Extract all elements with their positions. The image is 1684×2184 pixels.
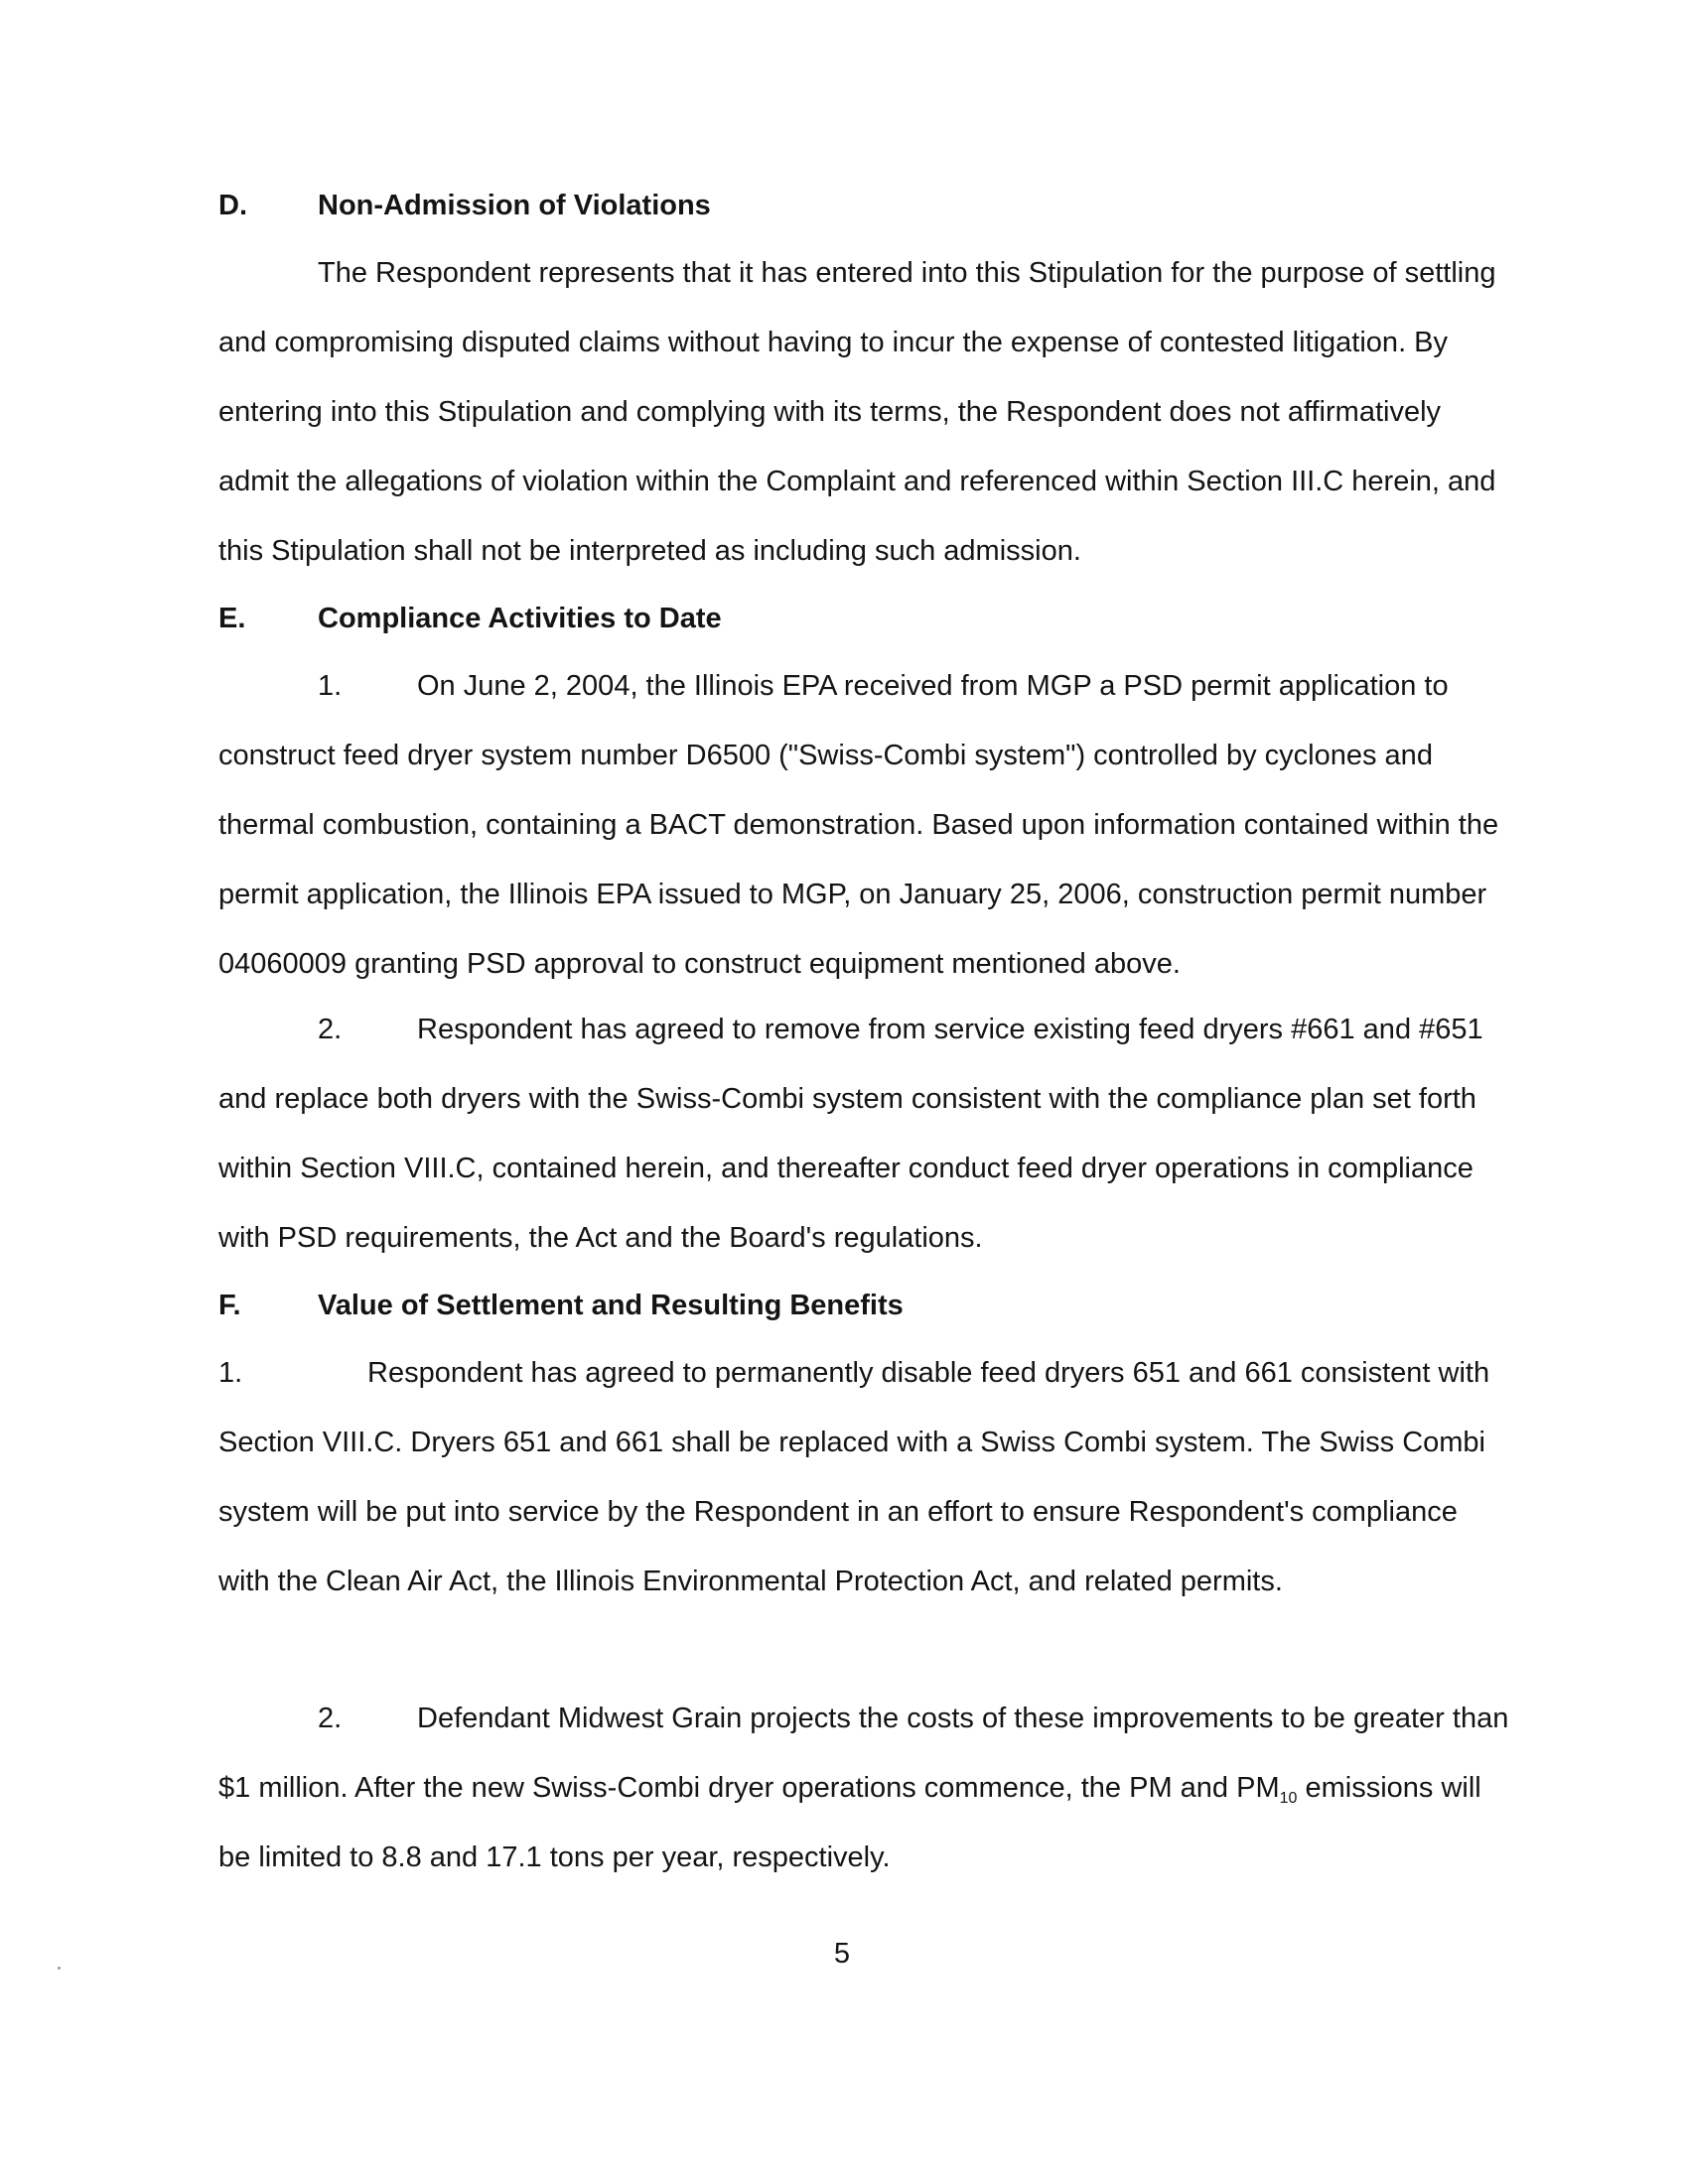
section-e-item-2-number: 2.: [318, 1014, 343, 1045]
section-e-heading: [218, 599, 722, 638]
section-e-item-2: [218, 995, 1509, 1273]
section-f-item-1-number: 1.: [218, 1357, 243, 1389]
section-e-item-1: [218, 651, 1509, 999]
section-e-item-2-text: Respondent has agreed to remove from service existing feed dryers #661 and #651 and replace both dryers with the Swiss-Combi system consistent with the compliance plan set forth within Section VIII.C, contained herein, and thereafter conduct feed dryer operations in compliance with PSD requirements, the Act and the Board's regulations.: [218, 1014, 1483, 1254]
section-f-item-2-number: 2.: [318, 1703, 343, 1734]
section-d-paragraph: The Respondent represents that it has entered into this Stipulation for the purpose of settling and compromising disputed claims without having to incur the expense of contested litigation. By entering into this Stipulation and complying with its terms, the Respondent does not affirmatively admit the allegations of violation within the Complaint and referenced within Section III.C herein, and this Stipulation shall not be interpreted as including such admission.: [218, 257, 1496, 567]
page-number: 5: [833, 1938, 851, 1970]
scan-speck: [58, 1967, 61, 1970]
section-f-item-2: [218, 1684, 1509, 1892]
pm10-subscript: 10: [1279, 1790, 1298, 1807]
section-f-heading: [218, 1286, 904, 1325]
section-d-letter: D.: [218, 190, 247, 221]
section-e-item-1-text: On June 2, 2004, the Illinois EPA received from MGP a PSD permit application to construct feed dryer system number D6500 ("Swiss-Combi system") controlled by cyclones and thermal combustion, containing a BACT demonstration. Based upon information contained within the permit application, the Illinois EPA issued to MGP, on January 25, 2006, construction permit number 04060009 granting PSD approval to construct equipment mentioned above.: [218, 670, 1499, 980]
section-e-letter: E.: [218, 603, 246, 634]
section-f-letter: F.: [218, 1290, 241, 1321]
section-f-title: Value of Settlement and Resulting Benefits: [318, 1290, 904, 1321]
section-f-item-1-text: Respondent has agreed to permanently disable feed dryers 651 and 661 consistent with Section VIII.C. Dryers 651 and 661 shall be replaced with a Swiss Combi system. The Swiss Combi system will be put into service by the Respondent in an effort to ensure Respondent's compliance with the Clean Air Act, the Illinois Environmental Protection Act, and related permits.: [218, 1357, 1490, 1597]
section-f-item-2-text-before: Defendant Midwest Grain projects the costs of these improvements to be greater than $1 million. After the new Swiss-Combi dryer operations commence, the PM and PM: [218, 1703, 1509, 1804]
section-f-item-2-text-after: emissions will be limited to 8.8 and 17.1 tons per year, respectively.: [218, 1772, 1481, 1873]
section-d-heading: [218, 186, 711, 225]
section-f-item-1: [218, 1338, 1509, 1616]
section-e-title: Compliance Activities to Date: [318, 603, 722, 634]
section-e-item-1-number: 1.: [318, 670, 343, 702]
section-d-title: Non-Admission of Violations: [318, 190, 711, 221]
